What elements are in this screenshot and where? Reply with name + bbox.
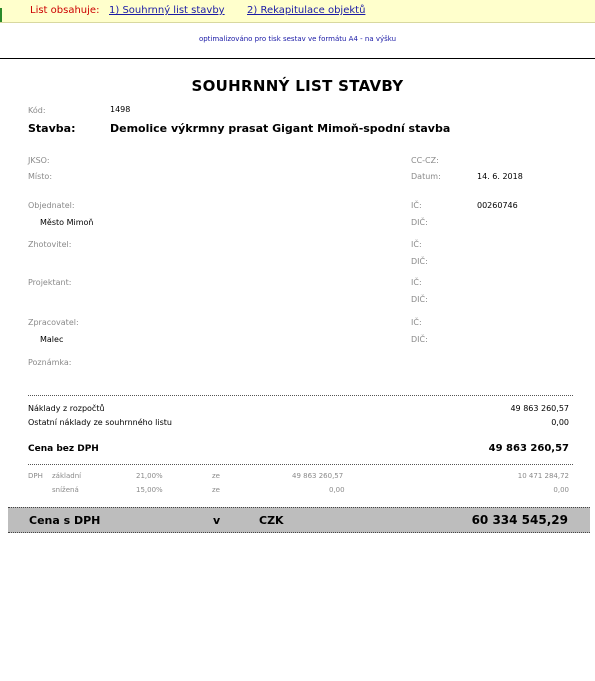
dph-snizena-type: snížená [52,486,79,494]
zhotovitel-ic-label: IČ: [411,240,422,249]
print-note: optimalizováno pro tisk sestav ve formátu A4 - na výšku [198,35,397,43]
cena-bez-dph-value: 49 863 260,57 [488,443,569,454]
cena-s-dph-label: Cena s DPH [29,514,101,527]
poznamka-label: Poznámka: [28,358,72,367]
dph-zakladni-ze: ze [212,472,220,480]
misto-label: Místo: [28,172,53,181]
link-souhrnny-list[interactable]: 1) Souhrnný list stavby [109,5,225,16]
projektant-label: Projektant: [28,278,72,287]
dph-snizena-amount: 0,00 [553,486,569,494]
stavba-value: Demolice výkrmny prasat Gigant Mimoň-spodní stavba [110,122,451,135]
dph-snizena-base: 0,00 [329,486,345,494]
link-rekapitulace-objektu[interactable]: 2) Rekapitulace objektů [247,5,366,16]
objednatel-ic-label: IČ: [411,201,422,210]
ostatni-naklady-value: 0,00 [551,418,569,427]
objednatel-ic-value: 00260746 [477,201,518,210]
datum-value: 14. 6. 2018 [477,172,523,181]
stavba-label: Stavba: [28,122,76,135]
dph-zakladni-base: 49 863 260,57 [292,472,344,480]
green-marker [0,8,2,22]
jkso-label: JKSO: [28,156,50,165]
projektant-ic-label: IČ: [411,278,422,287]
kod-value: 1498 [110,105,131,114]
projektant-dic-label: DIČ: [411,295,428,304]
cena-bez-dph-label: Cena bez DPH [28,444,99,454]
kod-label: Kód: [28,106,46,115]
zpracovatel-label: Zpracovatel: [28,318,79,327]
cc-cz-label: CC-CZ: [411,156,439,165]
summary-sheet [0,58,595,681]
cena-s-dph-value: 60 334 545,29 [471,513,568,527]
dph-zakladni-rate: 21,00% [136,472,163,480]
sheet-navigation-bar [0,0,595,23]
datum-label: Datum: [411,172,441,181]
objednatel-value: Město Mimoň [40,218,94,227]
ostatni-naklady-label: Ostatní náklady ze souhrnného listu [28,418,172,427]
sheet-contents-label: List obsahuje: [30,5,100,16]
naklady-label: Náklady z rozpočtů [28,404,105,413]
currency-label: CZK [259,514,284,527]
naklady-value: 49 863 260,57 [510,404,569,413]
dph-snizena-rate: 15,00% [136,486,163,494]
divider [28,464,573,465]
dph-zakladni-amount: 10 471 284,72 [517,472,569,480]
objednatel-label: Objednatel: [28,201,75,210]
zhotovitel-label: Zhotovitel: [28,240,72,249]
zpracovatel-dic-label: DIČ: [411,335,428,344]
dph-zakladni-type: základní [52,472,82,480]
dph-snizena-ze: ze [212,486,220,494]
divider [28,395,573,396]
zpracovatel-value: Malec [40,335,64,344]
total-bar [8,507,590,533]
page-title: SOUHRNNÝ LIST STAVBY [191,77,404,95]
zhotovitel-dic-label: DIČ: [411,257,428,266]
total-v-label: v [213,514,221,527]
objednatel-dic-label: DIČ: [411,218,428,227]
dph-label: DPH [28,472,43,480]
zpracovatel-ic-label: IČ: [411,318,422,327]
